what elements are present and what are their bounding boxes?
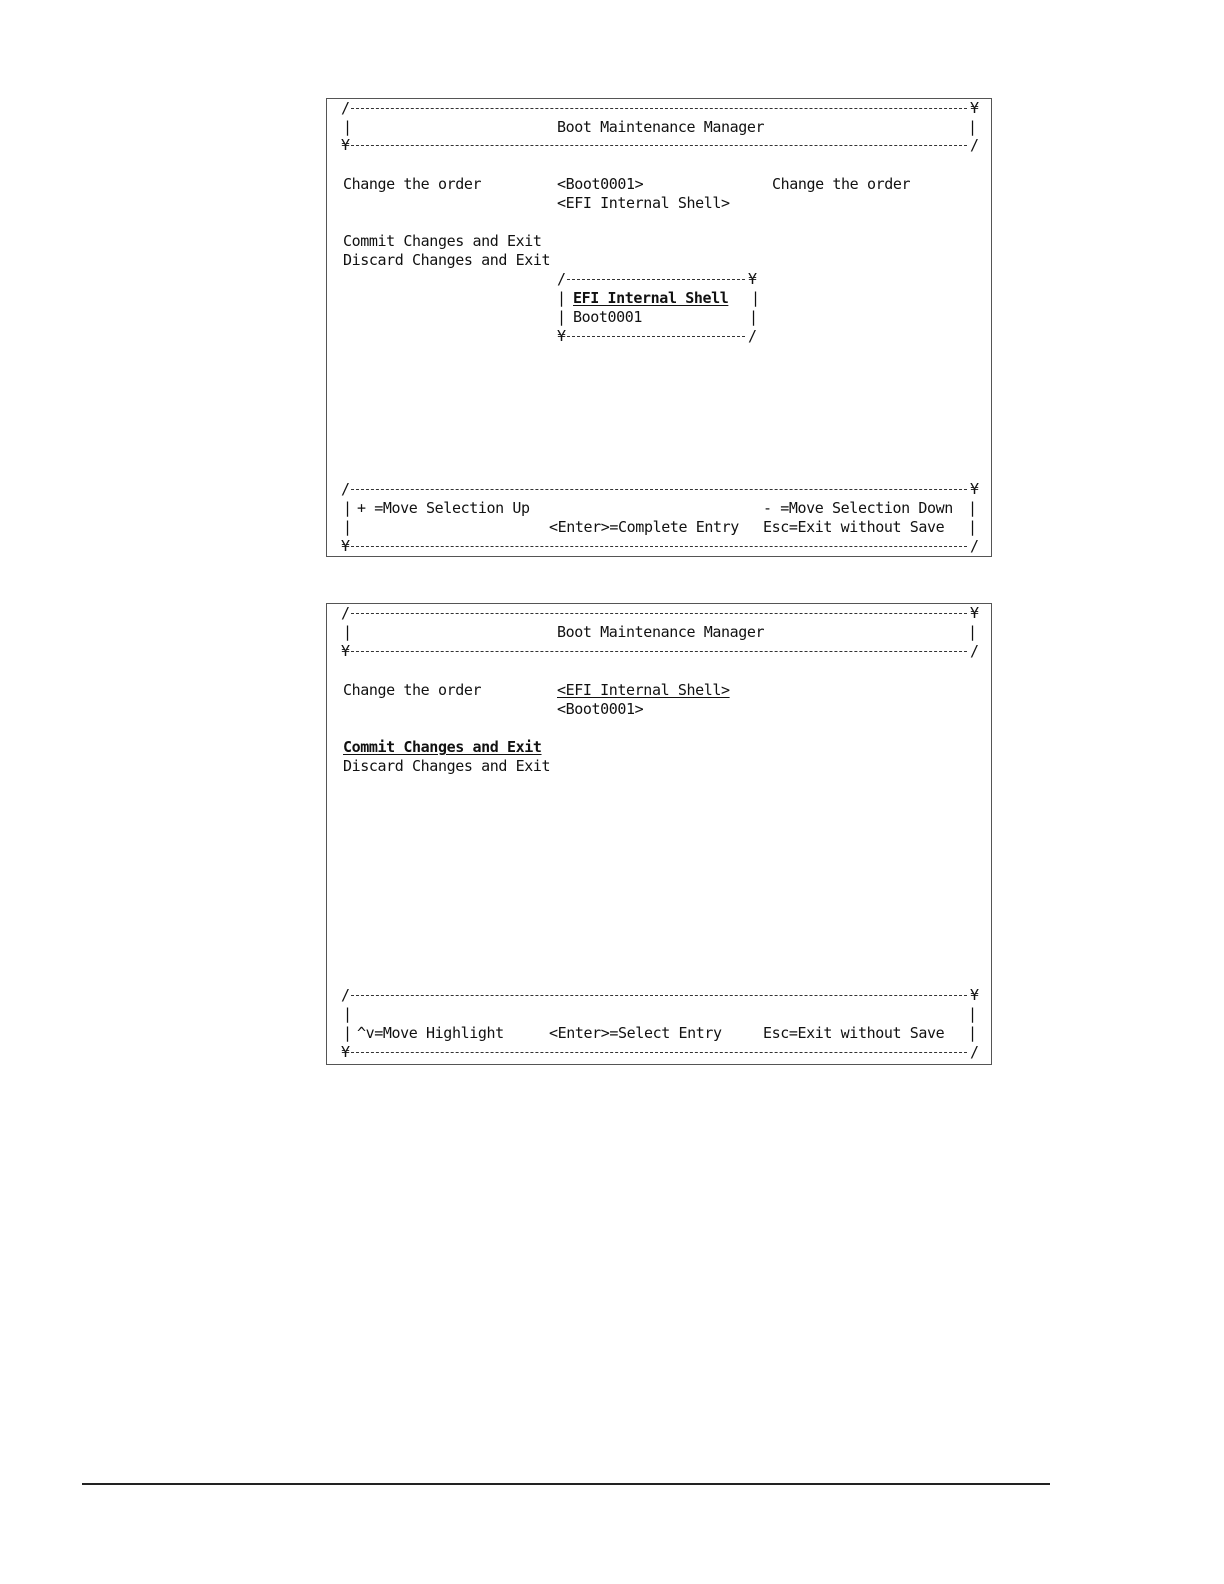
- border-side: |: [967, 1024, 977, 1042]
- border-side: |: [749, 308, 759, 326]
- header-top-border: [341, 99, 979, 118]
- boot-manager-screen-commit: [326, 603, 992, 1065]
- corner-glyph: /: [341, 99, 351, 117]
- border-side: |: [343, 118, 353, 136]
- popup-item-boot0001[interactable]: Boot0001: [573, 308, 643, 326]
- hint-complete-entry: <Enter>=Complete Entry: [549, 518, 739, 536]
- corner-glyph: ¥: [969, 604, 979, 622]
- corner-glyph: ¥: [341, 537, 351, 555]
- border-side: |: [557, 308, 567, 326]
- order-item-boot0001[interactable]: <Boot0001>: [557, 175, 644, 193]
- page-title: Boot Maintenance Manager: [557, 623, 765, 641]
- corner-glyph: ¥: [969, 986, 979, 1004]
- corner-glyph: /: [747, 327, 757, 345]
- corner-glyph: /: [341, 604, 351, 622]
- border-side: |: [343, 518, 353, 536]
- hint-move-down: - =Move Selection Down: [763, 499, 953, 517]
- corner-glyph: /: [341, 986, 351, 1004]
- footer-top-border: [341, 480, 979, 499]
- border-side: |: [343, 499, 353, 517]
- change-order-label: Change the order: [343, 681, 482, 699]
- footer-bottom-border: [341, 537, 979, 556]
- commit-changes-item-highlighted[interactable]: Commit Changes and Exit: [343, 738, 542, 756]
- discard-changes-item[interactable]: Discard Changes and Exit: [343, 251, 551, 269]
- corner-glyph: /: [341, 480, 351, 498]
- border-side: |: [343, 1005, 353, 1023]
- border-side: |: [343, 623, 353, 641]
- change-order-label: Change the order: [343, 175, 482, 193]
- order-item-efi-shell[interactable]: <EFI Internal Shell>: [557, 194, 730, 212]
- help-text: Change the order: [772, 175, 911, 193]
- corner-glyph: ¥: [341, 1043, 351, 1061]
- border-side: |: [967, 118, 977, 136]
- page-footer-rule: [82, 1483, 1050, 1485]
- corner-glyph: /: [969, 642, 979, 660]
- corner-glyph: ¥: [341, 642, 351, 660]
- border-side: |: [557, 289, 567, 307]
- header-bottom-border: [341, 642, 979, 661]
- header-top-border: [341, 604, 979, 623]
- footer-top-border: [341, 986, 979, 1005]
- boot-manager-screen-reorder: [326, 98, 992, 557]
- popup-item-efi-shell-selected[interactable]: EFI Internal Shell: [573, 289, 729, 307]
- footer-bottom-border: [341, 1043, 979, 1062]
- corner-glyph: ¥: [557, 327, 567, 345]
- commit-changes-item[interactable]: Commit Changes and Exit: [343, 232, 542, 250]
- corner-glyph: ¥: [747, 270, 757, 288]
- header-bottom-border: [341, 136, 979, 155]
- hint-move-up: + =Move Selection Up: [357, 499, 530, 517]
- popup-top-border: [557, 270, 757, 289]
- corner-glyph: /: [557, 270, 567, 288]
- order-item-boot0001[interactable]: <Boot0001>: [557, 700, 644, 718]
- hint-esc-exit: Esc=Exit without Save: [763, 1024, 945, 1042]
- border-side: |: [967, 518, 977, 536]
- corner-glyph: /: [969, 537, 979, 555]
- order-item-efi-shell[interactable]: <EFI Internal Shell>: [557, 681, 730, 699]
- border-side: |: [967, 1005, 977, 1023]
- corner-glyph: ¥: [341, 136, 351, 154]
- border-side: |: [967, 623, 977, 641]
- hint-select-entry: <Enter>=Select Entry: [549, 1024, 722, 1042]
- page-title: Boot Maintenance Manager: [557, 118, 765, 136]
- hint-move-highlight: ^v=Move Highlight: [357, 1024, 504, 1042]
- corner-glyph: ¥: [969, 99, 979, 117]
- discard-changes-item[interactable]: Discard Changes and Exit: [343, 757, 551, 775]
- popup-bottom-border: [557, 327, 757, 346]
- border-side: |: [343, 1024, 353, 1042]
- corner-glyph: /: [969, 136, 979, 154]
- corner-glyph: /: [969, 1043, 979, 1061]
- hint-esc-exit: Esc=Exit without Save: [763, 518, 945, 536]
- border-side: |: [967, 499, 977, 517]
- border-side: |: [751, 289, 761, 307]
- corner-glyph: ¥: [969, 480, 979, 498]
